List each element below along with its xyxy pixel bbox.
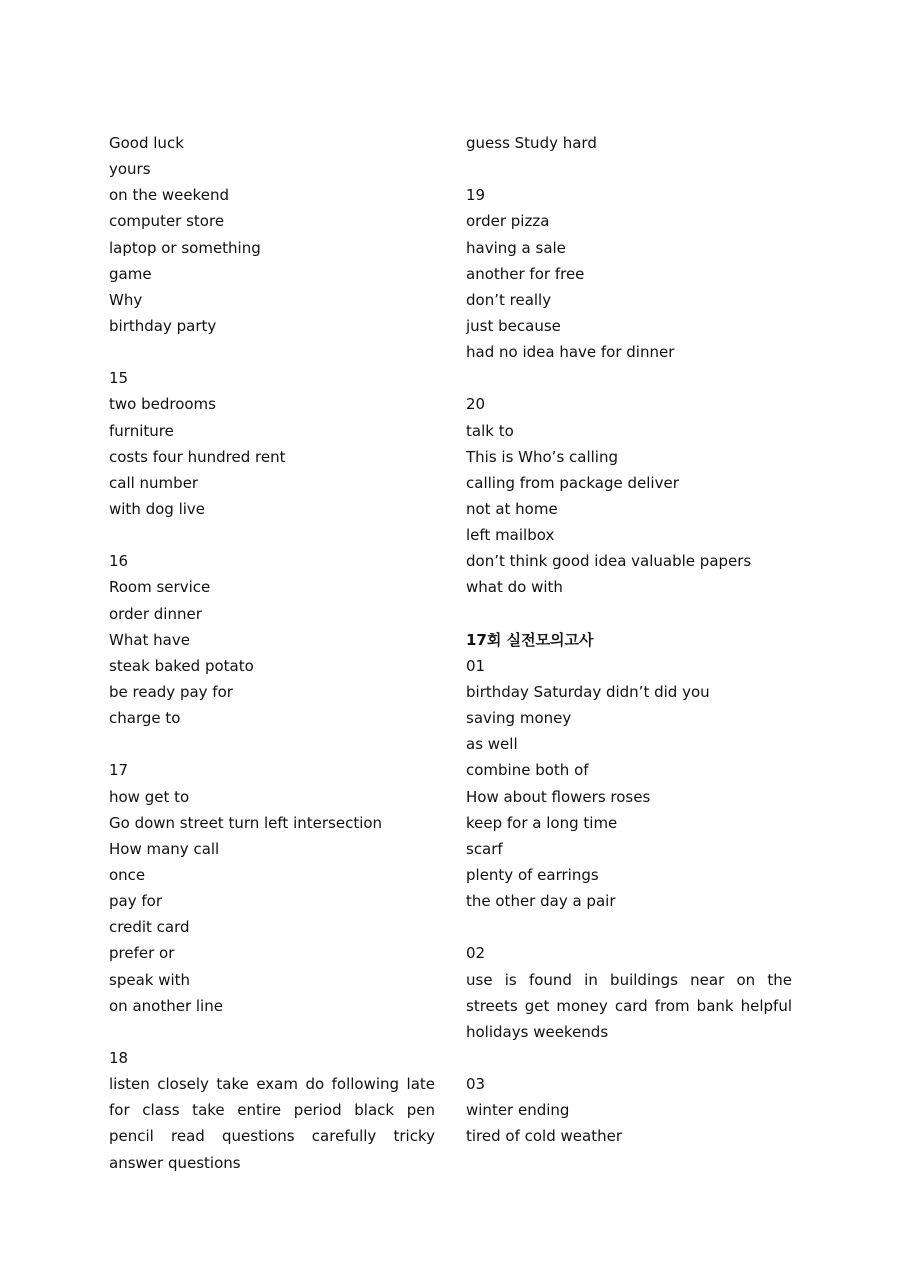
text-line: charge to [109, 709, 181, 728]
spacer [109, 522, 435, 548]
spacer [109, 1019, 435, 1045]
right-column [466, 130, 792, 1150]
text-line: just because [466, 316, 561, 335]
text-line: birthday Saturday didn’t did you [466, 682, 710, 701]
spacer [466, 156, 792, 182]
text-line: how get to [109, 787, 190, 806]
section-number-03: 03 [466, 1075, 486, 1094]
paragraph-18: listen closely take exam do following late for class take entire period black pen pencil read questions carefully tricky answer questions [109, 1075, 435, 1172]
text-line: order dinner [109, 604, 202, 623]
text-line: be ready pay for [109, 682, 233, 701]
text-line: pay for [109, 892, 162, 911]
text-line: order pizza [466, 212, 550, 231]
text-line: talk to [466, 421, 514, 440]
section-number-02: 02 [466, 944, 486, 963]
section-number-01: 01 [466, 656, 486, 675]
text-line: on the weekend [109, 186, 229, 205]
text-line: yours [109, 160, 151, 179]
section-number-15: 15 [109, 369, 129, 388]
text-line: keep for a long time [466, 813, 618, 832]
text-line: How about flowers roses [466, 787, 651, 806]
text-line: the other day a pair [466, 892, 616, 911]
spacer [109, 339, 435, 365]
text-line: Good luck [109, 134, 184, 152]
spacer [109, 731, 435, 757]
test-heading: 17회 실전모의고사 [466, 630, 594, 649]
spacer [466, 601, 792, 627]
text-line: two bedrooms [109, 395, 216, 414]
section-number-19: 19 [466, 186, 486, 205]
paragraph-02: use is found in buildings near on the streets get money card from bank helpful holidays weekends [466, 970, 792, 1041]
text-line: not at home [466, 499, 558, 518]
spacer [466, 914, 792, 940]
text-line: birthday party [109, 316, 217, 335]
text-line: furniture [109, 421, 174, 440]
text-line: saving money [466, 709, 572, 728]
text-line: calling from package deliver [466, 473, 679, 492]
text-line: tired of cold weather [466, 1127, 622, 1146]
spacer [466, 365, 792, 391]
text-line: laptop or something [109, 238, 261, 257]
text-line: This is Who’s calling [466, 447, 619, 466]
text-line: had no idea have for dinner [466, 343, 675, 362]
text-line: as well [466, 735, 518, 754]
text-line: credit card [109, 918, 190, 937]
text-line: what do with [466, 578, 563, 597]
text-line: call number [109, 473, 199, 492]
spacer [466, 1045, 792, 1071]
text-line: prefer or [109, 944, 175, 963]
text-line: once [109, 865, 146, 884]
text-line: don’t think good idea valuable papers [466, 552, 752, 571]
text-line: steak baked potato [109, 656, 254, 675]
text-line: What have [109, 630, 190, 649]
text-line: Why [109, 290, 143, 309]
text-line: with dog live [109, 499, 206, 518]
text-line: don’t really [466, 290, 552, 309]
text-line: combine both of [466, 761, 589, 780]
text-line: on another line [109, 996, 223, 1015]
text-line: having a sale [466, 238, 566, 257]
text-line: winter ending [466, 1101, 570, 1120]
left-column [109, 130, 435, 1176]
text-line: How many call [109, 839, 220, 858]
section-number-16: 16 [109, 552, 129, 571]
text-line: guess Study hard [466, 134, 597, 152]
text-line: Go down street turn left intersection [109, 813, 383, 832]
section-number-17: 17 [109, 761, 129, 780]
text-line: scarf [466, 839, 503, 858]
section-number-20: 20 [466, 395, 486, 414]
text-line: computer store [109, 212, 225, 231]
text-line: costs four hundred rent [109, 447, 286, 466]
text-line: left mailbox [466, 526, 555, 545]
text-line: another for free [466, 264, 585, 283]
section-number-18: 18 [109, 1048, 129, 1067]
text-line: speak with [109, 970, 191, 989]
text-line: game [109, 264, 152, 283]
text-line: Room service [109, 578, 211, 597]
text-line: plenty of earrings [466, 865, 599, 884]
